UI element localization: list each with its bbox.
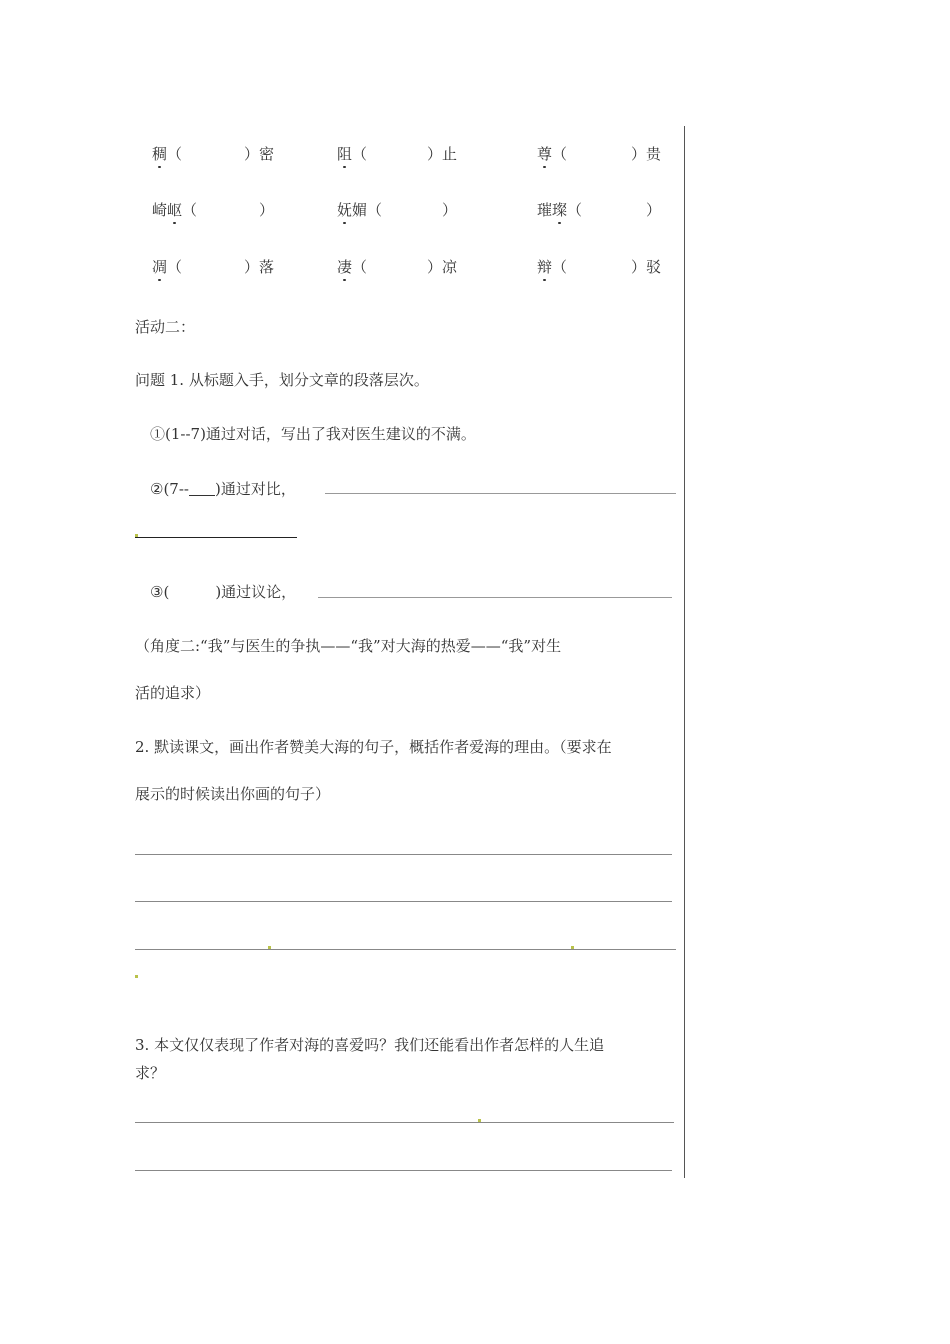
- word-char: 贵: [646, 145, 662, 163]
- word-char: 辩: [537, 258, 553, 276]
- scan-mark: [571, 946, 574, 949]
- open-paren: （: [552, 145, 568, 163]
- pinyin-cell: [152, 144, 274, 164]
- pinyin-cell: [537, 257, 661, 277]
- open-paren: （: [352, 258, 368, 276]
- word-char: 璨: [552, 201, 568, 219]
- word-char: 驳: [646, 258, 662, 276]
- answer-line[interactable]: [135, 949, 676, 950]
- question-2-line-1: 2. 默读课文，画出作者赞美大海的句子，概括作者爱海的理由。（要求在: [135, 738, 612, 756]
- answer-line[interactable]: [135, 1122, 674, 1123]
- item-3-suffix: )通过议论，: [215, 583, 297, 601]
- item-2-prefix: ②(7--: [150, 480, 189, 498]
- question-2-line-2: 展示的时候读出你画的句子）: [135, 785, 331, 803]
- answer-line[interactable]: [325, 493, 676, 494]
- question-1-hint-line-2: 活的追求）: [135, 684, 211, 702]
- open-paren: （: [352, 145, 368, 163]
- word-char: 崎: [152, 201, 168, 219]
- question-1-item-3: [150, 582, 296, 602]
- answer-line[interactable]: [318, 597, 672, 598]
- pinyin-cell: [337, 200, 457, 220]
- close-paren: ）: [427, 145, 443, 163]
- word-char: 稠: [152, 145, 168, 163]
- open-paren: （: [182, 201, 198, 219]
- pinyin-cell: [337, 257, 457, 277]
- item-3-prefix: ③(: [150, 583, 170, 601]
- word-char: 阻: [337, 145, 353, 163]
- answer-line[interactable]: [135, 901, 672, 902]
- answer-line[interactable]: [135, 1170, 672, 1171]
- question-3-line-2: 求？: [135, 1064, 166, 1082]
- open-paren: （: [167, 258, 183, 276]
- close-paren: ）: [631, 145, 647, 163]
- word-char: 凄: [337, 258, 353, 276]
- close-paren: ）: [244, 145, 260, 163]
- word-char: 岖: [167, 201, 183, 219]
- question-1-item-1: ①(1--7)通过对话，写出了我对医生建议的不满。: [150, 425, 476, 443]
- word-char: 凋: [152, 258, 168, 276]
- question-1-title: 问题 1. 从标题入手，划分文章的段落层次。: [135, 371, 429, 389]
- open-paren: （: [167, 145, 183, 163]
- word-char: 妩: [337, 201, 353, 219]
- close-paren: ）: [442, 201, 458, 219]
- word-char: 凉: [442, 258, 458, 276]
- scan-mark: [268, 946, 271, 949]
- word-char: 止: [442, 145, 458, 163]
- open-paren: （: [367, 201, 383, 219]
- margin-line: [684, 126, 685, 1178]
- answer-line[interactable]: [135, 537, 297, 538]
- word-char: 落: [259, 258, 275, 276]
- question-3-line-1: 3. 本文仅仅表现了作者对海的喜爱吗？我们还能看出作者怎样的人生追: [135, 1036, 605, 1054]
- item-2-suffix: )通过对比，: [214, 480, 296, 498]
- close-paren: ）: [259, 201, 275, 219]
- answer-line[interactable]: [135, 854, 672, 855]
- close-paren: ）: [631, 258, 647, 276]
- close-paren: ）: [646, 201, 662, 219]
- pinyin-cell: [152, 200, 274, 220]
- pinyin-cell: [537, 144, 661, 164]
- word-char: 尊: [537, 145, 553, 163]
- activity-heading: 活动二：: [135, 318, 196, 336]
- blank-field[interactable]: [189, 481, 215, 496]
- open-paren: （: [567, 201, 583, 219]
- word-char: 媚: [352, 201, 368, 219]
- close-paren: ）: [244, 258, 260, 276]
- pinyin-cell: [537, 200, 661, 220]
- open-paren: （: [552, 258, 568, 276]
- question-1-item-2: [150, 479, 296, 499]
- word-char: 密: [259, 145, 275, 163]
- pinyin-cell: [337, 144, 457, 164]
- word-char: 璀: [537, 201, 553, 219]
- close-paren: ）: [427, 258, 443, 276]
- pinyin-cell: [152, 257, 274, 277]
- question-1-hint-line-1: （角度二:“我”与医生的争执——“我”对大海的热爱——“我”对生: [135, 637, 562, 655]
- scan-mark: [478, 1119, 481, 1122]
- scan-mark: [135, 534, 138, 537]
- scan-mark: [135, 975, 138, 978]
